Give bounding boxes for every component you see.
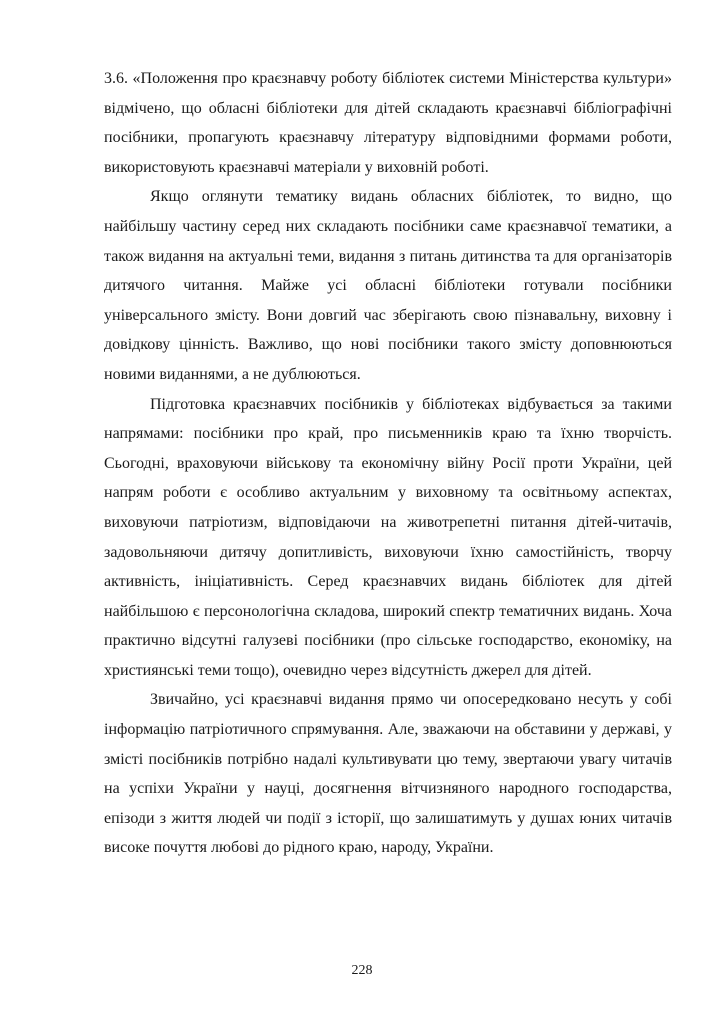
paragraph-section-3-6: 3.6. «Положення про краєзнавчу роботу бібліотек системи Міністерства культури» відмічено, що обласні бібліотеки для дітей складають краєзнавчі бібліографічні посібники, пропагують краєзнавчу літературу відповідними формами роботи, використовують краєзнавчі матеріали у виховній роботі. [104, 70, 672, 176]
paragraph-publication-topics: Якщо оглянути тематику видань обласних бібліотек, то видно, що найбільшу частину серед них складають посібники саме краєзнавчої тематики, а також видання на актуальні теми, видання з питань дитинства та для організаторів дитячого читання. Майже усі обласні бібліотеки готували посібники універсального змісту. Вони довгий час зберігають свою пізнавальну, виховну і довідкову цінність. Важливо, що нові посібники такого змісту доповнюються новими виданнями, а не дублюються. [104, 188, 672, 383]
paragraph-preparation-directions: Підготовка краєзнавчих посібників у бібліотеках відбувається за такими напрямами: посібники про край, про письменників краю та їхню творчість. Сьогодні, враховуючи військову та економічну війну Росії проти України, цей напрям роботи є особливо актуальним у виховному та освітньому аспектах, виховуючи патріотизм, відповідаючи на животрепетні питання дітей-читачів, задовольняючи дитячу допитливість, виховуючи їхню самостійність, творчу активність, ініціативність. Серед краєзнавчих видань бібліотек для дітей найбільшою є персонологічна складова, широкий спектр тематичних видань. Хоча практично відсутні галузеві посібники (про сільське господарство, економіку, на християнські теми тощо), очевидно через відсутність джерел для дітей. [104, 395, 672, 679]
paragraph-patriotic-orientation: Звичайно, усі краєзнавчі видання прямо чи опосередковано несуть у собі інформацію патріотичного спрямування. Але, зважаючи на обставини у державі, у змісті посібників потрібно надалі культивувати цю тему, звертаючи увагу читачів на успіхи України у науці, досягнення вітчизняного народного господарства, епізоди з життя людей чи події з історії, що залишатимуть у душах юних читачів високе почуття любові до рідного краю, народу, України. [104, 691, 672, 857]
body-text [104, 64, 672, 863]
page-number: 228 [351, 963, 373, 978]
